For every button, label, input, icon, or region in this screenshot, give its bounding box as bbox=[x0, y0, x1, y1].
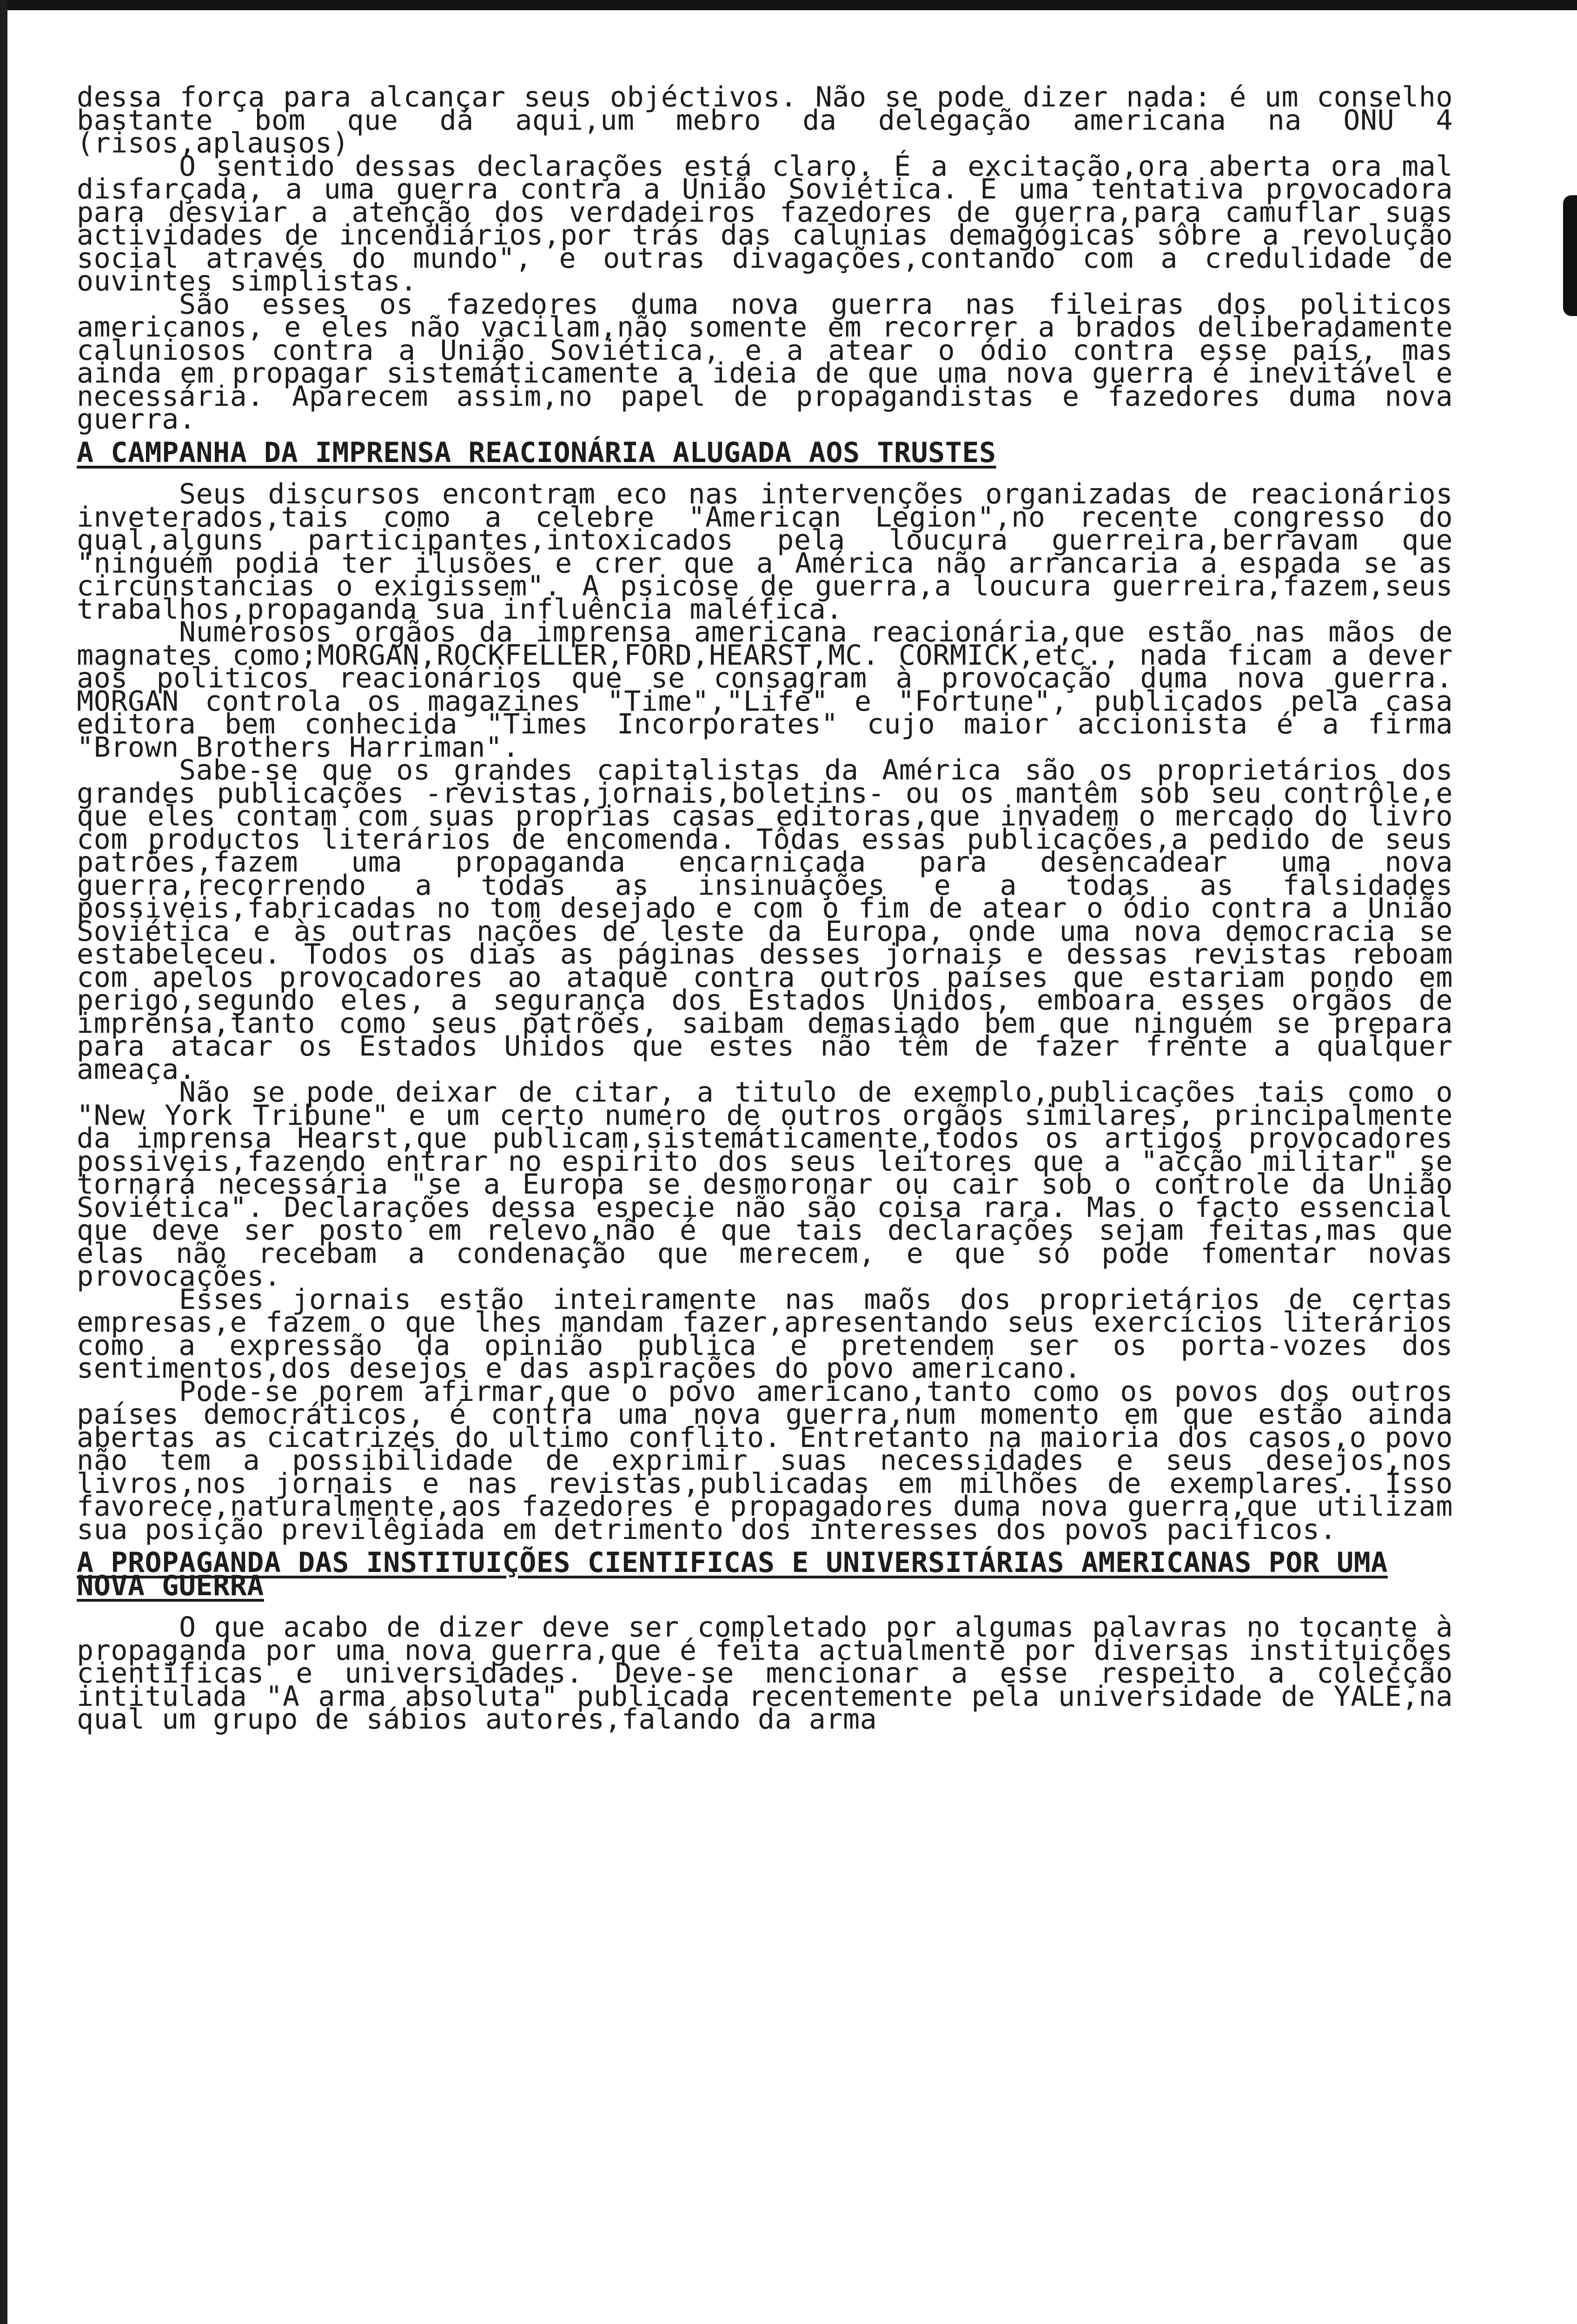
page-top-edge bbox=[0, 0, 1577, 10]
paragraph: Não se pode deixar de citar, a titulo de exemplo,publicações tais como o "New York Tribune" e um certo numero de outros orgãos similares, principalmente da imprensa Hearst,que publicam,sistemáticamente,todos os artigos provocadores possiveis,fazendo entrar no espirito dos seus leitores que a "acção militar" se tornará necessária "se a Europa se desmoronar ou cair sob o controle da União Soviética". Declarações dessa especie não são coisa rara. Mas o facto essencial que deve ser posto em relevo,não é que tais declarações sejam feitas,mas que elas não recebam a condenação que merecem, e que só pode fomentar novas provocações. bbox=[77, 1076, 1453, 1293]
paragraph-continuation: dessa força para alcançar seus objéctivos. Não se pode dizer nada: é um conselho bastante bom que dá aqui,um mebro da delegação americana na ONU 4 (risos,aplausos) bbox=[77, 81, 1453, 159]
paragraph: São esses os fazedores duma nova guerra nas fileiras dos politicos americanos, e eles não vacilam,não somente em recorrer a brados deliberadamente caluniosos contra a União Soviética, e a atear o ódio contra esse país, mas ainda em propagar sistemáticamente a ideia de que uma nova guerra é inevitável e necessária. Aparecem assim,no papel de propagandistas e fazedores duma nova guerra. bbox=[77, 288, 1453, 436]
section-heading: A CAMPANHA DA IMPRENSA REACIONÁRIA ALUGADA AOS TRUSTES bbox=[77, 436, 996, 469]
paragraph: O que acabo de dizer deve ser completado por algumas palavras no tocante à propaganda por uma nova guerra,que é feita actualmente por diversas instituições cientificas e universidades. Deve-se mencionar a esse respeito a colecção intitulada "A arma absoluta" publicada recentemente pela universidade de YALE,na qual um grupo de sábios autores,falando da arma bbox=[77, 1611, 1453, 1736]
paragraph: Numerosos orgãos da imprensa americana reacionária,que estão nas mãos de magnates como;MORGAN,ROCKFELLER,FORD,HEARST,MC. CORMICK,etc., nada ficam a dever aos politicos reacionários que se consagram à provocação duma nova guerra. MORGAN controla os magazines "Time","Life" e "Fortune", publicados pela casa editora bem conhecida "Times Incorporates" cujo maior accionista é a firma "Brown Brothers Harriman". bbox=[77, 616, 1453, 764]
paragraph: Pode-se porem afirmar,que o povo americano,tanto como os povos dos outros países democráticos, é contra uma nova guerra,num momento em que estão ainda abertas as cicatrizes do ultimo conflito. Entretanto na maioria dos casos,o povo não tem a possibilidade de exprimir suas necessidades e seus desejos,nos livros,nos jornais e nas revistas,publicadas em milhões de exemplares. Isso favorece,naturalmente,aos fazedores e propagadores duma nova guerra,que utilizam sua posição previlêgiada em detrimento dos interesses dos povos pacificos. bbox=[77, 1375, 1453, 1546]
document-body bbox=[77, 81, 1453, 1736]
paragraph: Esses jornais estão inteiramente nas maõs dos proprietários de certas empresas,e fazem o que lhes mandam fazer,apresentando seus exercícios literários como a expressão da opinião publica e pretendem ser os porta-vozes dos sentimentos,dos desejos e das aspirações do povo americano. bbox=[77, 1283, 1453, 1385]
page-left-edge bbox=[0, 0, 7, 2324]
paragraph: Sabe-se que os grandes capitalistas da América são os proprietários dos grandes publicações -revistas,jornais,boletins- ou os mantêm sob seu contrôle,e que eles contam com suas proprias casas editoras,que invadem o mercado do livro com productos literários de encomenda. Tôdas essas publicações,a pedido de seus patrões,fazem uma propaganda encarniçada para desencadear uma nova guerra,recorrendo a todas as insinuações e a todas as falsidades possiveis,fabricadas no tom desejado e com o fim de atear o ódio contra a União Soviética e às outras nações de leste da Europa, onde uma nova democracia se estabeleceu. Todos os dias as páginas desses jornais e dessas revistas reboam com apelos provocadores ao ataque contra outros países que estariam pondo em perigo,segundo eles, a segurança dos Estados Unidos, emboara esses orgãos de imprensa,tanto como seus patrões, saibam demasiado bem que ninguém se prepara para atacar os Estados Unidos que estes não têm de fazer frente a qualquer ameaça. bbox=[77, 754, 1453, 1086]
binding-mark bbox=[1563, 195, 1577, 316]
paragraph: O sentido dessas declarações está claro. É a excitação,ora aberta ora mal disfarçada, a uma guerra contra a União Soviética. É uma tentativa provocadora para desviar a atenção dos verdadeiros fazedores de guerra,para camuflar suas actividades de incendiários,por trás das calunias demagógicas sôbre a revolução social através do mundo", e outras divagações,contando com a credulidade de ouvintes simplistas. bbox=[77, 150, 1453, 297]
paragraph: Seus discursos encontram eco nas intervenções organizadas de reacionários inveterados,tais como a celebre "American Legion",no recente congresso do qual,alguns participantes,intoxicados pela loucura guerreira,berravam que "ninguém podia ter ilusões e crer que a América não arrancaria a espada se as circunstancias o exigissem". A psicose de guerra,a loucura guerreira,fazem,seus trabalhos,propaganda sua influência maléfica. bbox=[77, 478, 1453, 626]
section-heading: A PROPAGANDA DAS INSTITUIÇÕES CIENTIFICAS E UNIVERSITÁRIAS AMERICANAS POR UMA NOVA GUERRA bbox=[77, 1546, 1388, 1602]
